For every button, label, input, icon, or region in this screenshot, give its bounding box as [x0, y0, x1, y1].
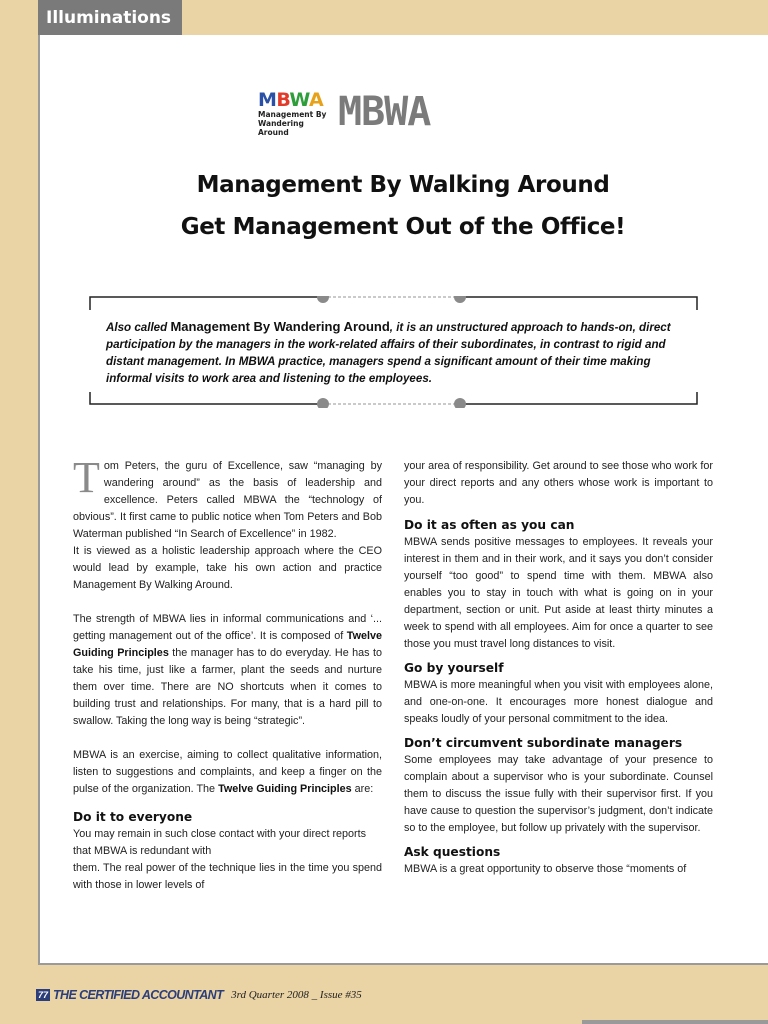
- paragraph: MBWA is more meaningful when you visit with employees alone, and one-on-one. It encourages more honest dialogue and speaks loudly of your personal commitment to the idea.: [404, 679, 713, 725]
- paragraph: your area of responsibility. Get around to see those who work for your direct reports and any others whose work is important to you.: [404, 460, 713, 506]
- principle-heading: Ask questions: [404, 845, 501, 859]
- section-tab: Illuminations: [38, 0, 182, 35]
- mbwa-logo: [258, 89, 330, 137]
- principle-heading: Don’t circumvent subordinate managers: [404, 736, 683, 750]
- intro-box: [89, 296, 698, 406]
- principle-heading: Go by yourself: [404, 661, 504, 675]
- footer: [36, 988, 362, 1002]
- magazine-name: THE CERTIFIED ACCOUNTANT: [53, 988, 224, 1002]
- logo-subtitle-1: Management By: [258, 110, 327, 119]
- intro-text: Also called Management By Wandering Around, it is an unstructured approach to hands-on, direct participation by the managers in the work-related affairs of their subordinates, in contrast to rigid and distant management. In MBWA practice, managers spend a significant amount of their time making informal visits to work area and listening to the employees.: [106, 319, 671, 385]
- paragraph: Tom Peters, the guru of Excellence, saw “managing by wandering around” as the basis of leadership and excellence. Peters called MBWA the “technology of obvious”. It first came to public notice when Tom Peters and Bob Waterman published “In Search of Excellence” in 1982.: [73, 453, 382, 540]
- logo-word: MBWA: [258, 89, 324, 111]
- paragraph: them. The real power of the technique lies in the time you spend with those in lower levels of: [73, 862, 382, 891]
- page-number: 77: [38, 990, 49, 1000]
- issue-info: 3rd Quarter 2008 _ Issue #35: [231, 989, 362, 1001]
- principle-heading: Do it to everyone: [73, 810, 193, 824]
- paragraph: It is viewed as a holistic leadership approach where the CEO would lead by example, take his own action and practice Management By Walking Around.: [73, 545, 382, 591]
- paragraph: You may remain in such close contact with your direct reports that MBWA is redundant with: [73, 828, 367, 857]
- logo-subtitle-2: Wandering Around: [258, 119, 304, 137]
- right-column: [404, 458, 713, 878]
- title-block: [258, 89, 430, 135]
- principle-heading: Do it as often as you can: [404, 518, 575, 532]
- subtitle-line-2: Get Management Out of the Office!: [180, 214, 626, 240]
- paragraph: MBWA is an exercise, aiming to collect qualitative information, listen to suggestions and complaints, and keep a finger on the pulse of the organization. The Twelve Guiding Principles are:: [73, 749, 382, 795]
- drop-cap: T: [73, 453, 100, 502]
- paragraph: MBWA sends positive messages to employees. It reveals your interest in them and in their work, and it says you don’t consider yourself “too good” to spend time with them. MBWA also enables you to stay in touch with what is going on in your department, section or unit. Put aside at least thirty minutes a week to spend with all employees. Aim for once a quarter to see those you must travel long distances to visit.: [404, 536, 713, 650]
- corner-rule: [582, 1020, 768, 1024]
- subtitle-line-1: Management By Walking Around: [196, 172, 610, 198]
- paragraph: Some employees may take advantage of your presence to complain about a supervisor who is your subordinate. Counsel them to discuss the issue fully with their supervisor first. If you have cause to question the supervisor’s judgment, don’t indicate so to the employee, but follow up privately with the supervisor.: [404, 754, 713, 834]
- left-column: [73, 453, 383, 894]
- page-title: MBWA: [338, 89, 431, 135]
- paragraph: The strength of MBWA lies in informal communications and ‘... getting management out of the office’. It is composed of Twelve Guiding Principles the manager has to do everyday. He has to take his time, just like a farmer, plant the seeds and nurture them over time. There are NO shortcuts when it comes to building trust and relationships. For many, that is a hard pill to swallow. Taking the long way is being “strategic”.: [73, 613, 383, 727]
- paragraph: MBWA is a great opportunity to observe those “moments of: [404, 863, 687, 875]
